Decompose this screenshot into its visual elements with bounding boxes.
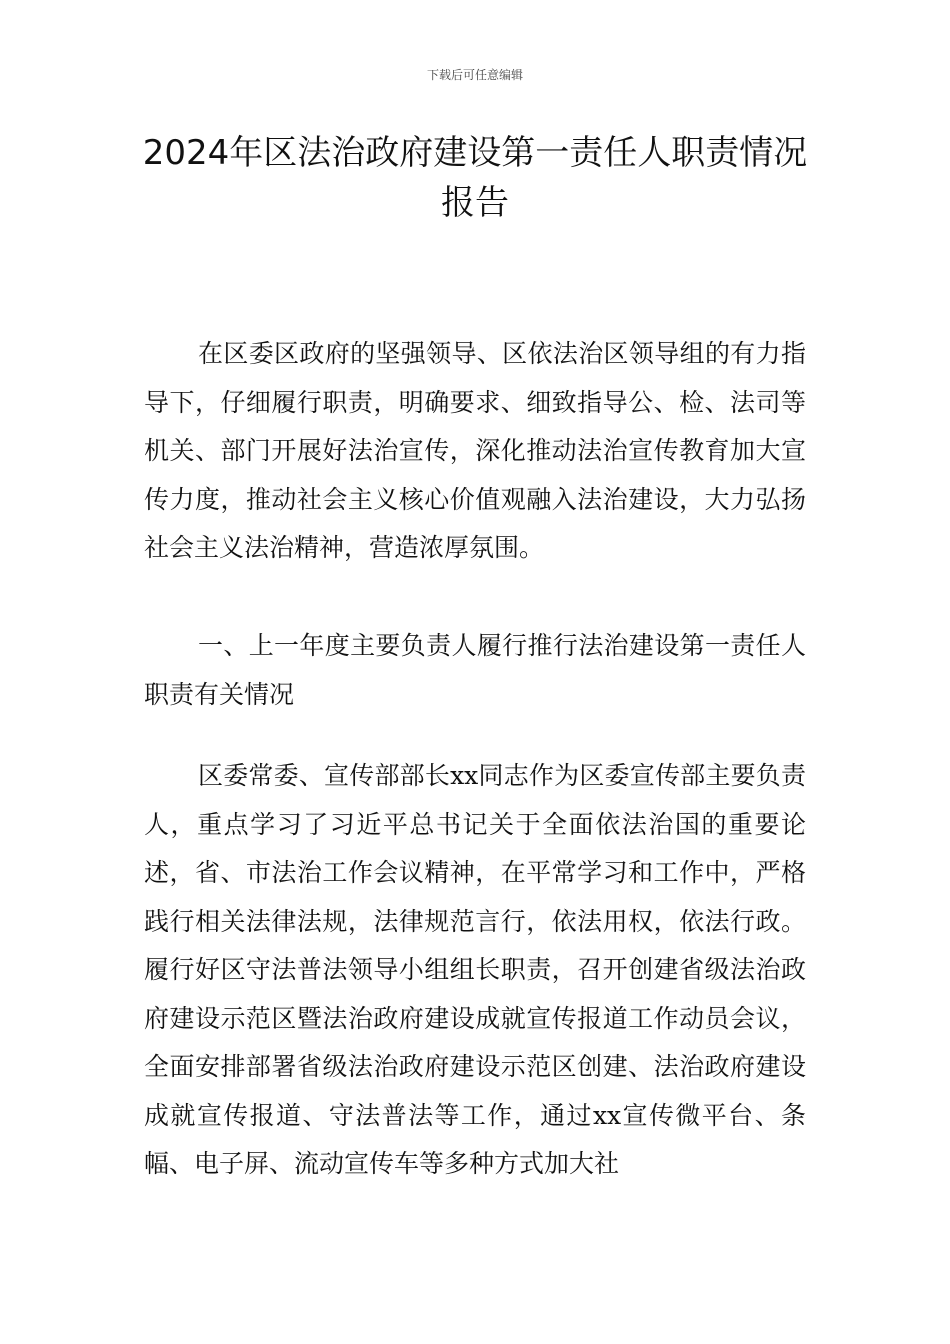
header-note: 下载后可任意编辑 <box>426 68 523 82</box>
paragraph-section-1-body: 区委常委、宣传部部长xx同志作为区委宣传部主要负责人，重点学习了习近平总书记关于全面依法治国的重要论述，省、市法治工作会议精神，在平常学习和工作中，严格践行相关法律法规，法律规范言行，依法用权，依法行政。履行好区守法普法领导小组组长职责，召开创建省级法治政府建设示范区暨法治政府建设成就宣传报道工作动员会议，全面安排部署省级法治政府建设示范区创建、法治政府建设成就宣传报道、守法普法等工作，通过xx宣传微平台、条幅、电子屏、流动宣传车等多种方式加大社 <box>144 761 806 1178</box>
paragraph-intro: 在区委区政府的坚强领导、区依法治区领导组的有力指导下，仔细履行职责，明确要求、细致指导公、检、法司等机关、部门开展好法治宣传，深化推动法治宣传教育加大宣传力度，推动社会主义核心价值观融入法治建设，大力弘扬社会主义法治精神，营造浓厚氛围。 <box>144 339 806 562</box>
document-title: 2024年区法治政府建设第一责任人职责情况报告 <box>142 133 808 223</box>
section-heading-1: 一、上一年度主要负责人履行推行法治建设第一责任人职责有关情况 <box>144 631 806 709</box>
